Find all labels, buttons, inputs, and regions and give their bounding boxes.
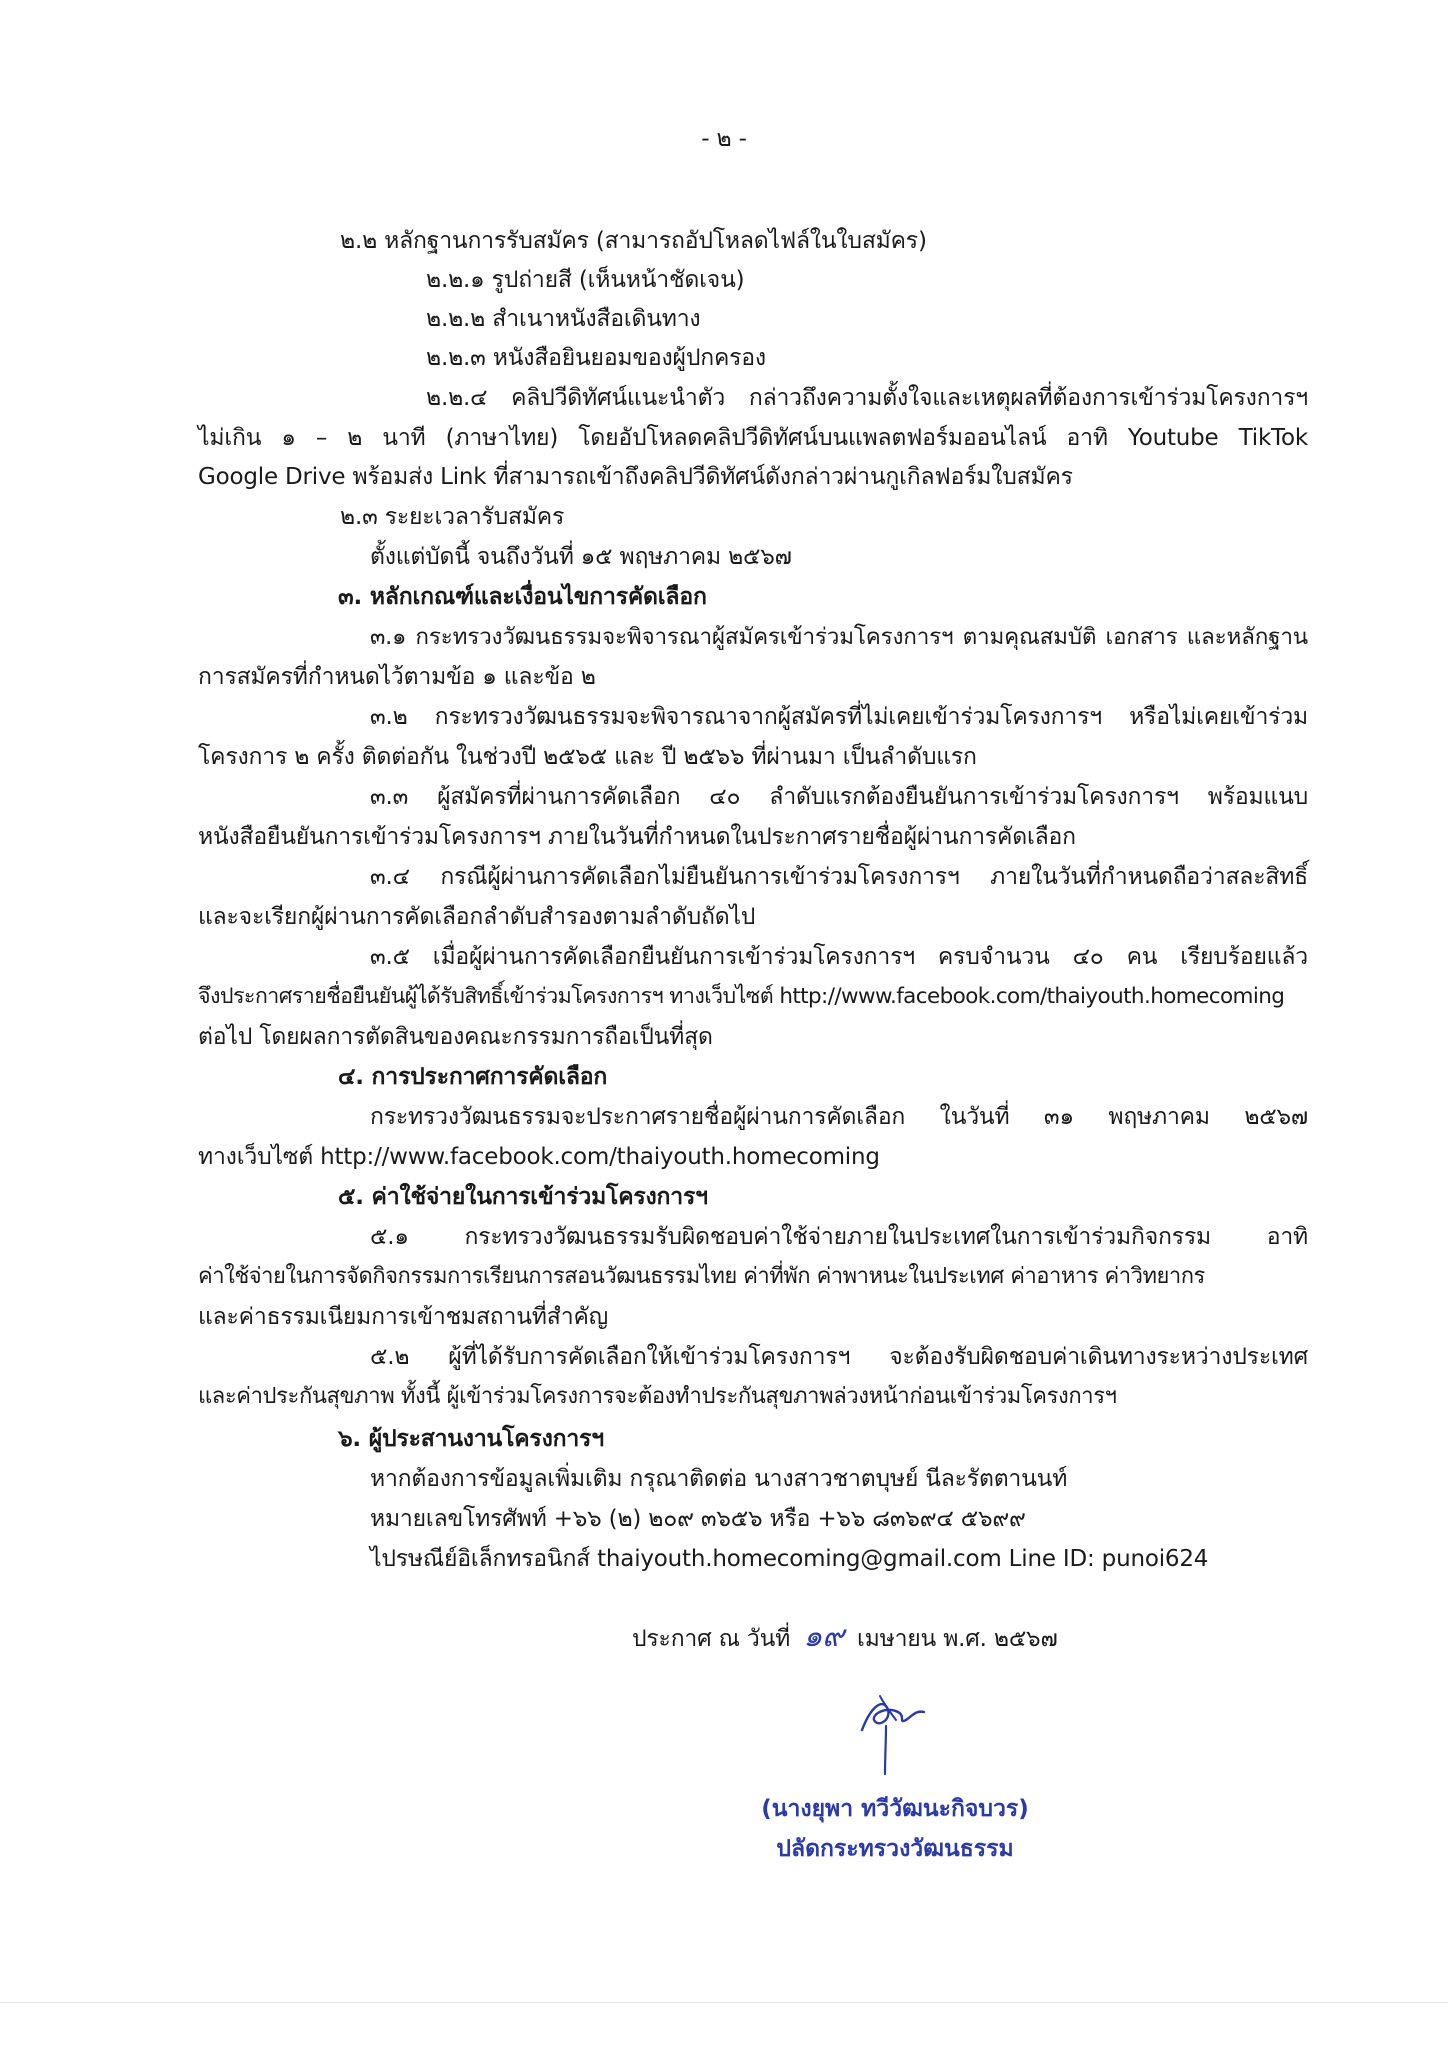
application-period: ตั้งแต่บัดนี้ จนถึงวันที่ ๑๕ พฤษภาคม ๒๕๖๗ <box>370 544 792 570</box>
section-4-heading: ๔. การประกาศการคัดเลือก <box>338 1064 608 1090</box>
signer-name: (นางยุพา ทวีวัฒนะกิจบวร) <box>761 1796 1029 1822</box>
item-3-4-cont: และจะเรียกผู้ผ่านการคัดเลือกลำดับสำรองตามลำดับถัดไป <box>198 904 756 930</box>
handwritten-signature <box>850 1690 970 1780</box>
item-2-2-4-cont-2: Google Drive พร้อมส่ง Link ที่สามารถเข้าถึงคลิปวีดิทัศน์ดังกล่าวผ่านกูเกิลฟอร์มใบสมัคร <box>198 464 1073 490</box>
announcement-date-text: กระทรวงวัฒนธรรมจะประกาศรายชื่อผู้ผ่านการคัดเลือก ในวันที่ ๓๑ พฤษภาคม ๒๕๖๗ <box>370 1104 1308 1130</box>
item-2-2-4: ๒.๒.๔ คลิปวีดิทัศน์แนะนำตัว กล่าวถึงความตั้งใจและเหตุผลที่ต้องการเข้าร่วมโครงการฯ <box>426 385 1308 411</box>
item-2-2-4-cont-1: ไม่เกิน ๑ – ๒ นาที (ภาษาไทย) โดยอัปโหลดคลิปวีดิทัศน์บนแพลตฟอร์มออนไลน์ อาทิ Youtube TikTok <box>198 425 1308 451</box>
announcement-website: ทางเว็บไซต์ http://www.facebook.com/thaiyouth.homecoming <box>198 1144 880 1170</box>
item-5-2-cont: และค่าประกันสุขภาพ ทั้งนี้ ผู้เข้าร่วมโครงการจะต้องทำประกันสุขภาพล่วงหน้าก่อนเข้าร่วมโครงการฯ <box>198 1384 1117 1409</box>
item-5-1-cont-2: และค่าธรรมเนียมการเข้าชมสถานที่สำคัญ <box>198 1304 609 1330</box>
item-3-2-cont: โครงการ ๒ ครั้ง ติดต่อกัน ในช่วงปี ๒๕๖๕ และ ปี ๒๕๖๖ ที่ผ่านมา เป็นลำดับแรก <box>198 744 977 770</box>
item-5-2: ๕.๒ ผู้ที่ได้รับการคัดเลือกให้เข้าร่วมโครงการฯ จะต้องรับผิดชอบค่าเดินทางระหว่างประเทศ <box>370 1344 1308 1370</box>
contact-person: หากต้องการข้อมูลเพิ่มเติม กรุณาติดต่อ นางสาวชาตบุษย์ นีละรัตตานนท์ <box>370 1466 1068 1492</box>
item-3-5: ๓.๕ เมื่อผู้ผ่านการคัดเลือกยืนยันการเข้าร่วมโครงการฯ ครบจำนวน ๔๐ คน เรียบร้อยแล้ว <box>370 944 1308 970</box>
contact-email-line: ไปรษณีย์อิเล็กทรอนิกส์ thaiyouth.homecoming@gmail.com Line ID: punoi624 <box>370 1546 1209 1572</box>
announcement-date <box>632 1619 1448 1654</box>
item-2-2-2: ๒.๒.๒ สำเนาหนังสือเดินทาง <box>426 306 701 332</box>
contact-phone: หมายเลขโทรศัพท์ +๖๖ (๒) ๒๐๙ ๓๖๕๖ หรือ +๖๖ ๘๓๖๙๔ ๕๖๙๙ <box>370 1506 1026 1532</box>
item-3-2: ๓.๒ กระทรวงวัฒนธรรมจะพิจารณาจากผู้สมัครที่ไม่เคยเข้าร่วมโครงการฯ หรือไม่เคยเข้าร่วม <box>370 704 1308 730</box>
item-2-2-3: ๒.๒.๓ หนังสือยินยอมของผู้ปกครอง <box>426 345 766 371</box>
section-6-heading: ๖. ผู้ประสานงานโครงการฯ <box>338 1426 604 1452</box>
item-3-3: ๓.๓ ผู้สมัครที่ผ่านการคัดเลือก ๔๐ ลำดับแรกต้องยืนยันการเข้าร่วมโครงการฯ พร้อมแนบ <box>370 784 1308 810</box>
item-3-1: ๓.๑ กระทรวงวัฒนธรรมจะพิจารณาผู้สมัครเข้าร่วมโครงการฯ ตามคุณสมบัติ เอกสาร และหลักฐาน <box>370 624 1308 650</box>
handwritten-day: ๑๙ <box>803 1619 844 1654</box>
announcement-prefix: ประกาศ ณ วันที่ <box>632 1626 791 1652</box>
section-3-heading: ๓. หลักเกณฑ์และเงื่อนไขการคัดเลือก <box>338 584 707 610</box>
section-5-heading: ๕. ค่าใช้จ่ายในการเข้าร่วมโครงการฯ <box>338 1184 708 1210</box>
item-3-5-cont-2: ต่อไป โดยผลการตัดสินของคณะกรรมการถือเป็นที่สุด <box>198 1024 713 1050</box>
item-3-3-cont: หนังสือยืนยันการเข้าร่วมโครงการฯ ภายในวันที่กำหนดในประกาศรายชื่อผู้ผ่านการคัดเลือก <box>198 824 1076 850</box>
signer-title: ปลัดกระทรวงวัฒนธรรม <box>776 1836 1014 1862</box>
item-3-4: ๓.๔ กรณีผู้ผ่านการคัดเลือกไม่ยืนยันการเข้าร่วมโครงการฯ ภายในวันที่กำหนดถือว่าสละสิทธิ์ <box>370 864 1308 890</box>
announcement-suffix: เมษายน พ.ศ. ๒๕๖๗ <box>856 1626 1058 1652</box>
item-5-1-cont-1: ค่าใช้จ่ายในการจัดกิจกรรมการเรียนการสอนวัฒนธรรมไทย ค่าที่พัก ค่าพาหนะในประเทศ ค่าอาหาร ค่าวิทยากร <box>198 1264 1205 1289</box>
section-2-2-heading: ๒.๒ หลักฐานการรับสมัคร (สามารถอัปโหลดไฟล์ในใบสมัคร) <box>340 228 927 254</box>
scan-edge-divider <box>0 2002 1448 2003</box>
section-2-3-heading: ๒.๓ ระยะเวลารับสมัคร <box>340 504 565 530</box>
item-3-5-cont-1: จึงประกาศรายชื่อยืนยันผู้ได้รับสิทธิ์เข้าร่วมโครงการฯ ทางเว็บไซต์ http://www.facebook.com/thaiyouth.homecoming <box>198 984 1285 1009</box>
item-5-1: ๕.๑ กระทรวงวัฒนธรรมรับผิดชอบค่าใช้จ่ายภายในประเทศในการเข้าร่วมกิจกรรม อาทิ <box>370 1224 1308 1250</box>
item-2-2-1: ๒.๒.๑ รูปถ่ายสี (เห็นหน้าชัดเจน) <box>426 267 745 293</box>
item-3-1-cont: การสมัครที่กำหนดไว้ตามข้อ ๑ และข้อ ๒ <box>198 664 596 690</box>
page-number: - ๒ - <box>701 126 747 152</box>
